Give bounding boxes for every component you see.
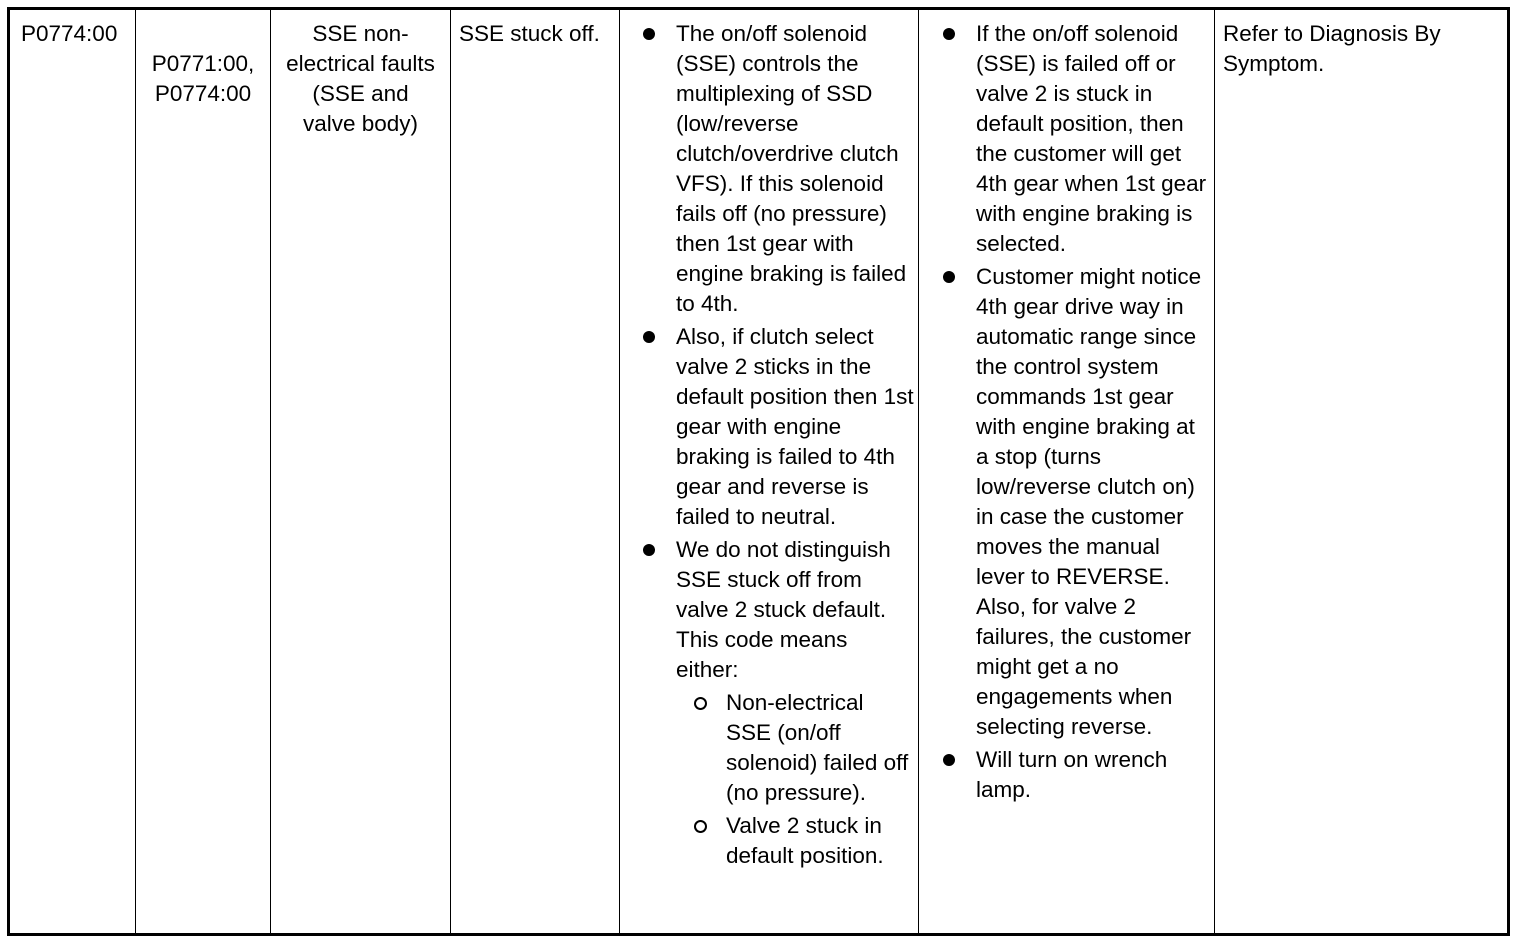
dtc-cell	[9, 9, 136, 935]
list-item	[626, 535, 914, 871]
table-row	[9, 9, 1509, 935]
related-dtc-cell	[136, 9, 271, 935]
action-cell	[1215, 9, 1509, 935]
list-item	[926, 745, 1210, 805]
details-subitem-2: Valve 2 stuck in default position.	[726, 813, 884, 868]
details-list	[626, 19, 914, 871]
list-item	[926, 262, 1210, 742]
list-item	[626, 19, 914, 319]
dtc-code: P0774:00	[21, 21, 118, 46]
condition-cell	[451, 9, 620, 935]
details-sublist	[676, 688, 914, 871]
details-item-3: We do not distinguish SSE stuck off from valve 2 stuck default. This code means either:	[676, 537, 891, 682]
fault-condition: SSE stuck off.	[459, 21, 600, 46]
symptoms-cell	[919, 9, 1215, 935]
details-cell	[620, 9, 919, 935]
list-item	[676, 811, 914, 871]
description-cell	[271, 9, 451, 935]
details-subitem-1: Non-electrical SSE (on/off solenoid) failed off (no pressure).	[726, 690, 909, 805]
list-item	[926, 19, 1210, 259]
details-item-1: The on/off solenoid (SSE) controls the multiplexing of SSD (low/reverse clutch/overdrive clutch VFS). If this solenoid fails off (no pressure) then 1st gear with engine braking is failed to 4th.	[676, 21, 907, 316]
recommended-action: Refer to Diagnosis By Symptom.	[1223, 21, 1441, 76]
symptoms-list	[926, 19, 1210, 805]
list-item	[626, 322, 914, 532]
dtc-table	[7, 7, 1510, 936]
symptom-item-1: If the on/off solenoid (SSE) is failed off or valve 2 is stuck in default position, then the customer will get 4th gear when 1st gear with engine braking is selected.	[976, 21, 1207, 256]
symptom-item-3: Will turn on wrench lamp.	[976, 747, 1168, 802]
symptom-item-2: Customer might notice 4th gear drive way in automatic range since the control system commands 1st gear with engine braking at a stop (turns low/reverse clutch on) in case the customer moves the manual lever to REVERSE. Also, for valve 2 failures, the customer might get a no engagements when selecting reverse.	[976, 264, 1202, 739]
details-item-2: Also, if clutch select valve 2 sticks in the default position then 1st gear with engine braking is failed to 4th gear and reverse is failed to neutral.	[676, 324, 914, 529]
list-item	[676, 688, 914, 808]
related-dtc-codes: P0771:00, P0774:00	[151, 51, 255, 106]
fault-description: SSE non-electrical faults (SSE and valve body)	[286, 21, 435, 136]
